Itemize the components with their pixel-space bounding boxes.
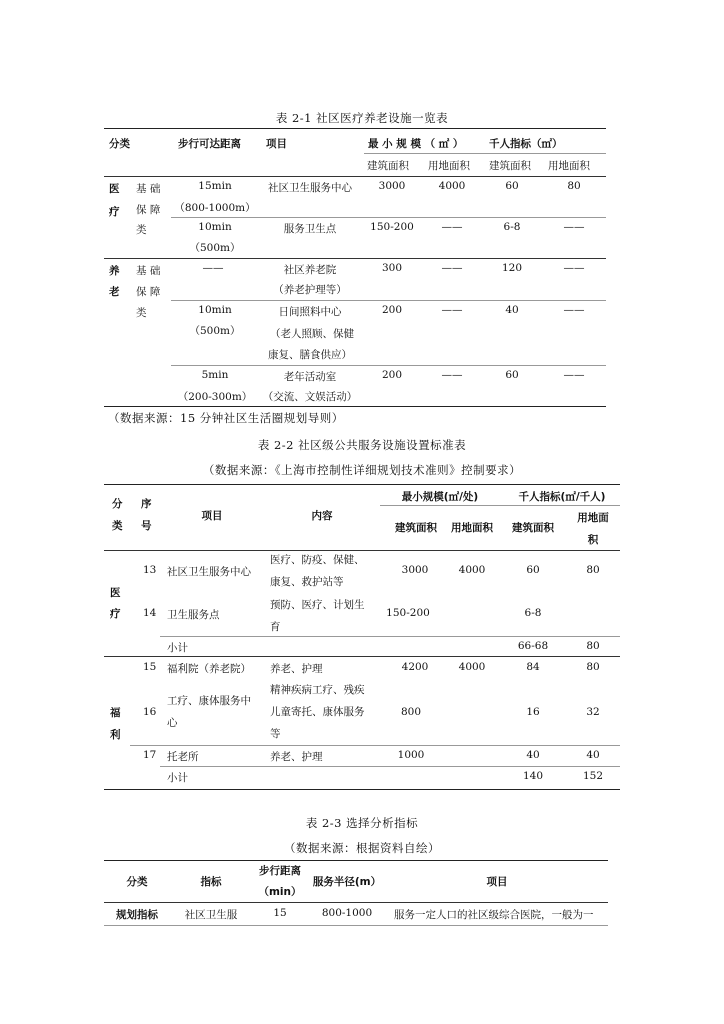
t1-r3-item-2: （养老护理等） bbox=[273, 284, 347, 296]
table2-caption: 表 2-2 社区级公共服务设施设置标准表 bbox=[257, 438, 467, 452]
table1-source: （数据来源：15 分钟社区生活圈规划导则） bbox=[108, 411, 344, 425]
t2-r14-item: 卫生服务点 bbox=[167, 609, 220, 621]
t1-group-elderly-sub-2: 保 障 bbox=[136, 286, 161, 298]
t2-r14-kb: 6-8 bbox=[524, 607, 542, 619]
t1-r3-kl: —— bbox=[563, 262, 585, 274]
t3-header-item: 项目 bbox=[486, 876, 508, 888]
t2-r14-seq: 14 bbox=[143, 607, 157, 619]
t1-r5-kb: 60 bbox=[505, 369, 519, 381]
t1-r1-kl: 80 bbox=[567, 180, 581, 192]
t2-group-welfare-2: 利 bbox=[110, 729, 121, 741]
table3-caption: 表 2-3 选择分析指标 bbox=[305, 816, 419, 830]
t2-group-welfare-1: 福 bbox=[110, 707, 121, 719]
table2-bottom-rule bbox=[104, 789, 620, 790]
t2-subtotal-medical-label: 小计 bbox=[167, 642, 188, 654]
t2-r15-kb: 84 bbox=[526, 661, 540, 673]
table3-source: （数据来源：根据资料自绘） bbox=[284, 841, 440, 855]
table1-bottom-rule bbox=[104, 406, 606, 407]
t1-sub-build-2: 建筑面积 bbox=[489, 160, 531, 172]
t1-group-elderly-1: 养 bbox=[109, 265, 120, 277]
t2-header-land-2a: 用地面 bbox=[577, 512, 609, 524]
t1-r1-walk-2: （800-1000m） bbox=[174, 202, 256, 214]
t3-r1-item: 服务一定人口的社区级综合医院，一般为一 bbox=[394, 909, 594, 921]
t3-r1-radius: 800-1000 bbox=[321, 907, 373, 919]
t2-header-build-2: 建筑面积 bbox=[512, 522, 554, 534]
t1-r4-walk-2: （500m） bbox=[189, 325, 241, 337]
t1-r1-land: 4000 bbox=[438, 180, 466, 192]
t1-r5-land: —— bbox=[441, 369, 463, 381]
t1-group-medical-sub-1: 基 础 bbox=[136, 183, 161, 195]
t2-r16-content-1: 精神疾病工疗、残疾 bbox=[270, 684, 365, 696]
t1-header-walk: 步行可达距离 bbox=[178, 138, 241, 150]
t2-r15-kl: 80 bbox=[586, 661, 600, 673]
t3-header-indicator: 指标 bbox=[200, 876, 222, 888]
t2-r14-content-1: 预防、医疗、计划生 bbox=[270, 599, 365, 611]
t1-r4-item-2: （老人照顾、保健 bbox=[270, 328, 354, 340]
t1-r5-build: 200 bbox=[381, 369, 403, 381]
t2-header-item: 项目 bbox=[201, 510, 223, 522]
t2-header-land-2b: 积 bbox=[587, 534, 599, 546]
t1-header-category: 分类 bbox=[109, 138, 130, 150]
t2-r17-build: 1000 bbox=[397, 749, 425, 761]
t2-r15-land: 4000 bbox=[458, 661, 486, 673]
t1-sub-build-1: 建筑面积 bbox=[367, 160, 409, 172]
t1-group-medical-1: 医 bbox=[109, 183, 120, 195]
t3-header-bottom-rule bbox=[104, 902, 608, 903]
t2-header-bottom-rule bbox=[104, 550, 620, 551]
t1-group-elderly-2: 老 bbox=[109, 286, 120, 298]
t3-header-category: 分类 bbox=[126, 876, 148, 888]
t2-r17-kb: 40 bbox=[526, 749, 540, 761]
t2-r15-build: 4200 bbox=[401, 661, 429, 673]
t2-subtotal-medical-kb: 66-68 bbox=[517, 640, 549, 652]
t3-header-walk-2: （min） bbox=[258, 886, 302, 898]
t1-r3-walk-1: —— bbox=[202, 262, 224, 274]
t2-header-content: 内容 bbox=[311, 510, 333, 522]
t1-group-medical-sub-2: 保 障 bbox=[136, 204, 161, 216]
t2-r13-seq: 13 bbox=[143, 564, 157, 576]
t1-header-min-scale: 最 小 规 模 （ ㎡ ） bbox=[368, 138, 464, 150]
t1-r5-walk-2: （200-300m） bbox=[177, 391, 253, 403]
t1-r2-build: 150-200 bbox=[370, 221, 414, 233]
t1-r5-walk-1: 5min bbox=[201, 369, 229, 381]
t2-group-rule bbox=[104, 656, 620, 657]
t2-r16-build: 800 bbox=[400, 706, 422, 718]
t1-subheader-rule bbox=[364, 153, 606, 154]
t2-r17-content: 养老、护理 bbox=[270, 751, 323, 763]
t2-r14-content-2: 育 bbox=[270, 621, 281, 633]
t1-r4-item-3: 康复、膳食供应） bbox=[268, 349, 352, 361]
t1-r3-land: —— bbox=[441, 262, 463, 274]
t2-group-medical-2: 疗 bbox=[110, 608, 121, 620]
t1-r1-item: 社区卫生服务中心 bbox=[268, 182, 352, 194]
t1-r4-land: —— bbox=[441, 304, 463, 316]
t3-r1-indicator: 社区卫生服 bbox=[184, 909, 238, 921]
t3-r1-category: 规划指标 bbox=[116, 909, 158, 921]
t2-r16-content-3: 等 bbox=[270, 728, 281, 740]
t1-header-item: 项目 bbox=[266, 138, 287, 150]
t1-r3-item-1: 社区养老院 bbox=[283, 264, 337, 276]
t1-header-bottom-rule bbox=[104, 176, 606, 177]
t2-r14-build: 150-200 bbox=[386, 607, 430, 619]
t2-row-rule-1 bbox=[160, 636, 620, 637]
table1-top-rule bbox=[104, 128, 606, 129]
t1-r3-build: 300 bbox=[381, 262, 403, 274]
table1-caption: 表 2-1 社区医疗养老设施一览表 bbox=[275, 111, 449, 125]
t2-r16-item-2: 心 bbox=[167, 717, 178, 729]
t2-r13-content-1: 医疗、防疫、保健、 bbox=[270, 554, 365, 566]
t1-group-elderly-sub-3: 类 bbox=[136, 307, 147, 319]
t1-r4-kb: 40 bbox=[505, 304, 519, 316]
t1-sub-land-2: 用地面积 bbox=[548, 160, 590, 172]
table2-source: （数据来源：《上海市控制性详细规划技术准则》控制要求） bbox=[202, 463, 522, 477]
t1-row-rule-3 bbox=[171, 365, 606, 366]
t3-header-radius: 服务半径(m） bbox=[312, 876, 382, 888]
t2-r15-content: 养老、护理 bbox=[270, 663, 323, 675]
t2-r13-kl: 80 bbox=[586, 564, 600, 576]
t2-header-land-1: 用地面积 bbox=[451, 522, 493, 534]
t1-group-elderly-sub-1: 基 础 bbox=[136, 265, 161, 277]
t2-header-cat-2: 类 bbox=[112, 520, 123, 532]
t1-r5-kl: —— bbox=[563, 369, 585, 381]
t2-subheader-rule bbox=[380, 505, 620, 506]
t2-r16-kl: 32 bbox=[586, 706, 600, 718]
t1-group-medical-sub-3: 类 bbox=[136, 224, 147, 236]
t1-r2-walk-2: （500m） bbox=[189, 242, 241, 254]
t1-r4-walk-1: 10min bbox=[198, 304, 232, 316]
t2-r13-content-2: 康复、救护站等 bbox=[270, 576, 344, 588]
t1-r3-kb: 120 bbox=[501, 262, 523, 274]
t1-r1-build: 3000 bbox=[378, 180, 406, 192]
t2-r17-kl: 40 bbox=[586, 749, 600, 761]
t2-r13-kb: 60 bbox=[526, 564, 540, 576]
t2-r15-seq: 15 bbox=[143, 661, 157, 673]
t1-r4-kl: —— bbox=[563, 304, 585, 316]
t2-r13-item: 社区卫生服务中心 bbox=[167, 566, 251, 578]
t2-row-rule-2 bbox=[130, 745, 620, 746]
t1-row-rule-1 bbox=[171, 217, 606, 218]
t2-header-build-1: 建筑面积 bbox=[395, 522, 437, 534]
t2-header-cat-1: 分 bbox=[112, 498, 123, 510]
t2-r13-build: 3000 bbox=[401, 564, 429, 576]
t1-group-medical-2: 疗 bbox=[109, 206, 120, 218]
t3-row-rule bbox=[104, 925, 608, 926]
t2-r17-item: 托老所 bbox=[167, 751, 199, 763]
t2-header-seq-1: 序 bbox=[141, 498, 152, 510]
t2-header-per-thousand: 千人指标(㎡/千人) bbox=[518, 491, 606, 503]
t2-r16-kb: 16 bbox=[526, 706, 540, 718]
t1-r5-item-1: 老年活动室 bbox=[283, 371, 337, 383]
t2-group-medical-1: 医 bbox=[110, 587, 121, 599]
t1-r2-kl: —— bbox=[563, 221, 585, 233]
t2-row-rule-3 bbox=[160, 766, 620, 767]
t1-row-rule-2 bbox=[171, 300, 606, 301]
t1-header-per-thousand: 千人指标（㎡） bbox=[489, 138, 563, 150]
table2-top-rule bbox=[104, 484, 620, 485]
t1-r2-land: —— bbox=[441, 221, 463, 233]
t2-subtotal-medical-kl: 80 bbox=[586, 640, 600, 652]
t3-header-walk-1: 步行距离 bbox=[259, 865, 301, 877]
t1-r1-kb: 60 bbox=[505, 180, 519, 192]
t2-r16-seq: 16 bbox=[143, 706, 157, 718]
t1-r2-walk-1: 10min bbox=[198, 221, 232, 233]
t1-group-rule bbox=[104, 258, 606, 259]
t1-r5-item-2: （交流、文娱活动） bbox=[262, 391, 358, 403]
t2-subtotal-welfare-kb: 140 bbox=[522, 770, 544, 782]
t2-r17-seq: 17 bbox=[143, 749, 157, 761]
t2-r15-item: 福利院（养老院） bbox=[167, 663, 251, 675]
t1-r4-item-1: 日间照料中心 bbox=[278, 306, 342, 318]
t2-subtotal-welfare-label: 小计 bbox=[167, 772, 188, 784]
t2-header-seq-2: 号 bbox=[141, 520, 152, 532]
table3-top-rule bbox=[104, 860, 608, 861]
t2-r13-land: 4000 bbox=[458, 564, 486, 576]
t1-r1-walk-1: 15min bbox=[198, 180, 232, 192]
t1-sub-land-1: 用地面积 bbox=[428, 160, 470, 172]
t1-r2-item: 服务卫生点 bbox=[283, 223, 337, 235]
t2-header-min-scale: 最小规模(㎡/处) bbox=[401, 491, 479, 503]
t3-r1-walk: 15 bbox=[273, 907, 287, 919]
t2-r16-item-1: 工疗、康体服务中 bbox=[167, 695, 251, 707]
t1-r4-build: 200 bbox=[381, 304, 403, 316]
t2-subtotal-welfare-kl: 152 bbox=[582, 770, 604, 782]
t2-r16-content-2: 儿童寄托、康体服务 bbox=[270, 706, 365, 718]
t1-r2-kb: 6-8 bbox=[503, 221, 521, 233]
